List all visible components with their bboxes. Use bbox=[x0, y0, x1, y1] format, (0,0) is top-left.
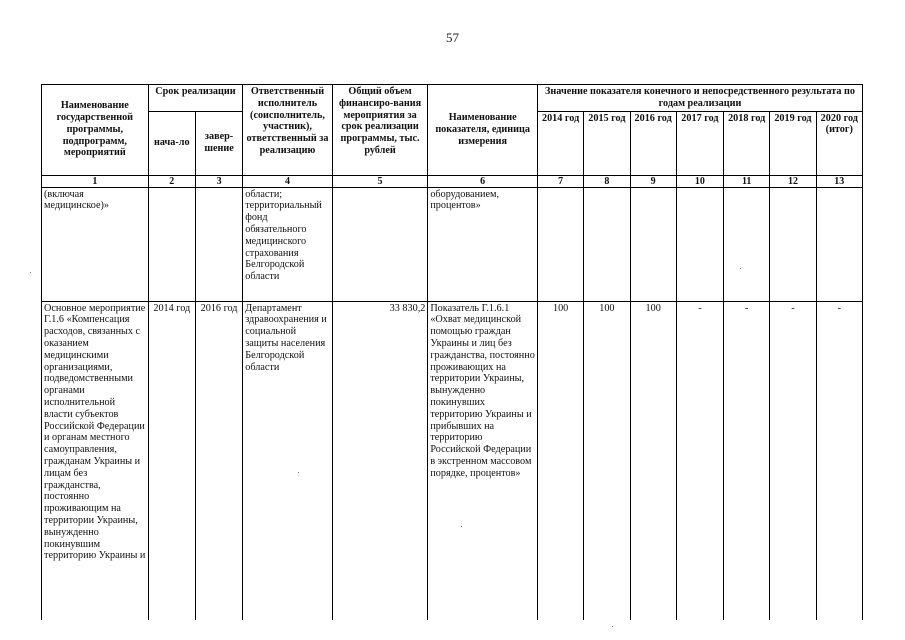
table-row bbox=[42, 187, 863, 301]
header-program-name: Наименование государственной программы, подпрограмм, мероприятий bbox=[42, 85, 149, 176]
row-program-name: Основное мероприятие Г.1.6 «Компенсация расходов, связанных с оказанием медицинскими организациями, подведомственными органами исполнительной власти субъектов Российской Федерации и органам местного самоуправления, гражданам Украины и лицам без гражданства, постоянно проживающим на территории Украины, вынужденно покинувшим территорию Украины и bbox=[42, 301, 149, 620]
header-funding: Общий объем финансиро-вания мероприятия за срок реализации программы, тыс. рублей bbox=[332, 85, 428, 176]
page-number: 57 bbox=[446, 30, 459, 45]
header-year: 2015 год bbox=[584, 111, 630, 175]
header-start: нача-ло bbox=[148, 111, 195, 175]
column-number: 7 bbox=[537, 175, 583, 187]
row-start: 2014 год bbox=[148, 301, 195, 620]
header-values: Значение показателя конечного и непосредственного результата по годам реализации bbox=[537, 85, 862, 112]
scan-speck bbox=[740, 268, 741, 269]
row-value bbox=[724, 187, 770, 301]
row-value bbox=[816, 187, 862, 301]
column-number: 5 bbox=[332, 175, 428, 187]
header-year: 2016 год bbox=[630, 111, 676, 175]
column-number: 13 bbox=[816, 175, 862, 187]
header-indicator: Наименование показателя, единица измерения bbox=[428, 85, 538, 176]
row-value bbox=[584, 187, 630, 301]
column-number: 6 bbox=[428, 175, 538, 187]
column-number: 9 bbox=[630, 175, 676, 187]
scan-speck bbox=[612, 626, 613, 627]
header-year: 2017 год bbox=[676, 111, 723, 175]
row-value: 100 bbox=[584, 301, 630, 620]
header-responsible: Ответственный исполнитель (соисполнитель, участник), ответственный за реализацию bbox=[243, 85, 333, 176]
header-year: 2019 год bbox=[770, 111, 816, 175]
row-responsible: Департамент здравоохранения и социальной защиты населения Белгородской области bbox=[243, 301, 333, 620]
header-year: 2018 год bbox=[724, 111, 770, 175]
scan-speck bbox=[461, 526, 462, 527]
row-value: - bbox=[816, 301, 862, 620]
column-number: 8 bbox=[584, 175, 630, 187]
row-value: - bbox=[676, 301, 723, 620]
column-number: 3 bbox=[195, 175, 242, 187]
row-value: - bbox=[724, 301, 770, 620]
table-row bbox=[42, 301, 863, 620]
row-value bbox=[770, 187, 816, 301]
column-number: 11 bbox=[724, 175, 770, 187]
header-end: завер-шение bbox=[195, 111, 242, 175]
column-number: 2 bbox=[148, 175, 195, 187]
row-value: - bbox=[770, 301, 816, 620]
row-value bbox=[676, 187, 723, 301]
row-value: 100 bbox=[537, 301, 583, 620]
row-value: 100 bbox=[630, 301, 676, 620]
row-indicator: оборудованием, процентов» bbox=[428, 187, 538, 301]
column-number: 10 bbox=[676, 175, 723, 187]
row-value bbox=[537, 187, 583, 301]
column-number: 1 bbox=[42, 175, 149, 187]
row-start bbox=[148, 187, 195, 301]
scan-speck bbox=[30, 272, 31, 273]
header-term: Срок реализации bbox=[148, 85, 243, 112]
row-funding bbox=[332, 187, 428, 301]
header-year: 2020 год (итог) bbox=[816, 111, 862, 175]
column-number: 12 bbox=[770, 175, 816, 187]
row-program-name: (включая медицинское)» bbox=[42, 187, 149, 301]
row-indicator: Показатель Г.1.6.1 «Охват медицинской помощью граждан Украины и лиц без гражданства, постоянно проживающих на территории Украины, вынужденно покинувших территорию Украины и прибывших на территорию Российской Федерации в экстренном массовом порядке, процентов» bbox=[428, 301, 538, 620]
row-responsible: области; территориальный фонд обязательного медицинского страхования Белгородской области bbox=[243, 187, 333, 301]
row-end: 2016 год bbox=[195, 301, 242, 620]
row-value bbox=[630, 187, 676, 301]
row-funding: 33 830,2 bbox=[332, 301, 428, 620]
row-end bbox=[195, 187, 242, 301]
column-number-row bbox=[42, 175, 863, 187]
column-number: 4 bbox=[243, 175, 333, 187]
program-table bbox=[41, 84, 863, 620]
header-year: 2014 год bbox=[537, 111, 583, 175]
scan-speck bbox=[298, 472, 299, 473]
